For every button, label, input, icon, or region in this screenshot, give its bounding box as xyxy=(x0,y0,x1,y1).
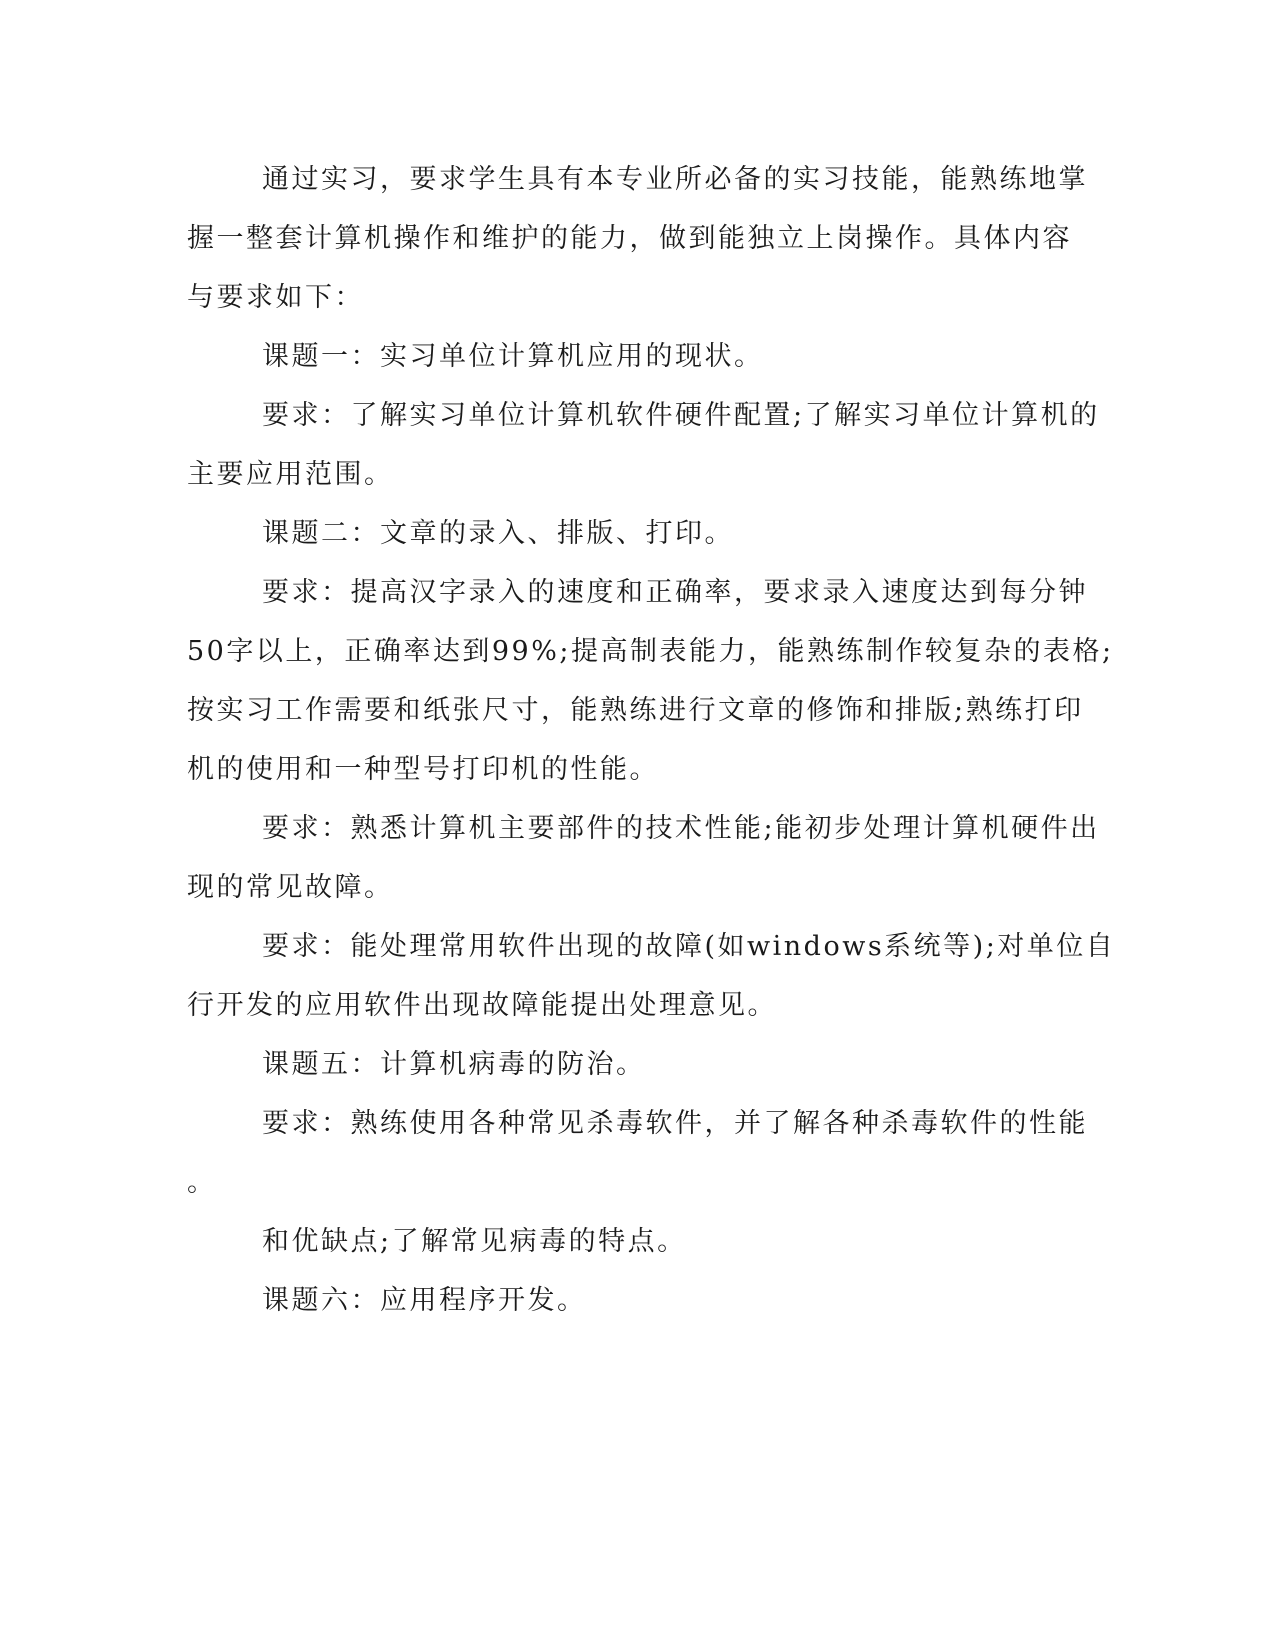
requirement-line: 主要应用范围。 xyxy=(187,459,394,490)
requirement-line: 要求：熟悉计算机主要部件的技术性能;能初步处理计算机硬件出 xyxy=(262,813,1100,844)
requirement-line: 要求：提高汉字录入的速度和正确率，要求录入速度达到每分钟 xyxy=(262,577,1088,608)
requirement-line: 50字以上，正确率达到99%;提高制表能力，能熟练制作较复杂的表格; xyxy=(187,636,1114,667)
requirement-line: 要求：了解实习单位计算机软件硬件配置;了解实习单位计算机的 xyxy=(262,400,1100,431)
paragraph-line: 握一整套计算机操作和维护的能力，做到能独立上岗操作。具体内容 xyxy=(187,223,1072,254)
topic-heading: 课题五：计算机病毒的防治。 xyxy=(262,1049,646,1080)
topic-heading: 课题一：实习单位计算机应用的现状。 xyxy=(262,341,764,372)
requirement-line: 现的常见故障。 xyxy=(187,872,394,903)
requirement-line: 和优缺点;了解常见病毒的特点。 xyxy=(262,1226,687,1257)
paragraph-line: 与要求如下： xyxy=(187,282,364,313)
topic-heading: 课题六：应用程序开发。 xyxy=(262,1285,587,1316)
requirement-line: 按实习工作需要和纸张尺寸，能熟练进行文章的修饰和排版;熟练打印 xyxy=(187,695,1084,726)
requirement-line: 机的使用和一种型号打印机的性能。 xyxy=(187,754,659,785)
stray-punctuation-line: 。 xyxy=(187,1167,217,1198)
topic-heading: 课题二：文章的录入、排版、打印。 xyxy=(262,518,734,549)
paragraph-line: 通过实习，要求学生具有本专业所必备的实习技能，能熟练地掌 xyxy=(262,164,1088,195)
requirement-line: 要求：熟练使用各种常见杀毒软件，并了解各种杀毒软件的性能 xyxy=(262,1108,1088,1139)
requirement-line: 要求：能处理常用软件出现的故障(如windows系统等);对单位自 xyxy=(262,931,1116,962)
requirement-line: 行开发的应用软件出现故障能提出处理意见。 xyxy=(187,990,777,1021)
